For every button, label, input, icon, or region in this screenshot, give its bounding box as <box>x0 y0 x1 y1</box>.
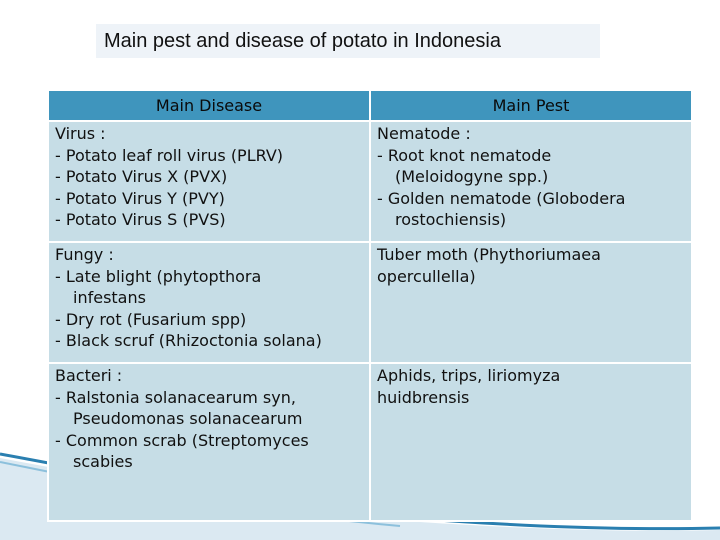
cell-line: Pseudomonas solanacearum <box>73 409 303 428</box>
pest-disease-table <box>47 89 693 522</box>
disease-cell-bacteri <box>48 363 370 521</box>
cell-line: (Meloidogyne spp.) <box>395 167 549 186</box>
cell-line: - Golden nematode (Globodera <box>377 188 626 208</box>
cell-line: opercullella) <box>377 266 476 286</box>
cell-line: Fungy : <box>55 245 114 264</box>
disease-cell-fungy <box>48 242 370 363</box>
header-main-disease: Main Disease <box>48 90 370 121</box>
cell-line: - Root knot nematode <box>377 145 552 165</box>
cell-line: Aphids, trips, liriomyza <box>377 366 561 385</box>
cell-line: infestans <box>73 288 146 307</box>
table-header-row <box>48 90 692 121</box>
cell-line: Nematode : <box>377 124 471 143</box>
header-main-pest: Main Pest <box>370 90 692 121</box>
pest-cell-aphids <box>370 363 692 521</box>
cell-line: - Black scruf (Rhizoctonia solana) <box>55 331 322 350</box>
table-row <box>48 121 692 242</box>
cell-line: Virus : <box>55 124 106 143</box>
page-title: Main pest and disease of potato in Indonesia <box>96 24 600 58</box>
cell-line: Tuber moth (Phythoriumaea <box>377 245 601 264</box>
cell-line: Bacteri : <box>55 366 123 385</box>
table-row <box>48 242 692 363</box>
disease-cell-virus <box>48 121 370 242</box>
cell-line: huidbrensis <box>377 387 470 407</box>
cell-line: scabies <box>73 452 133 471</box>
table-row <box>48 363 692 521</box>
cell-line: - Dry rot (Fusarium spp) <box>55 309 247 329</box>
cell-line: rostochiensis) <box>395 210 507 229</box>
cell-line: - Potato Virus S (PVS) <box>55 210 226 229</box>
cell-line: - Potato leaf roll virus (PLRV) <box>55 145 284 165</box>
cell-line: - Potato Virus Y (PVY) <box>55 188 225 208</box>
pest-cell-nematode <box>370 121 692 242</box>
pest-cell-tuber-moth <box>370 242 692 363</box>
cell-line: - Potato Virus X (PVX) <box>55 167 228 186</box>
cell-line: - Late blight (phytopthora <box>55 266 262 286</box>
cell-line: - Common scrab (Streptomyces <box>55 430 309 450</box>
cell-line: - Ralstonia solanacearum syn, <box>55 387 296 407</box>
